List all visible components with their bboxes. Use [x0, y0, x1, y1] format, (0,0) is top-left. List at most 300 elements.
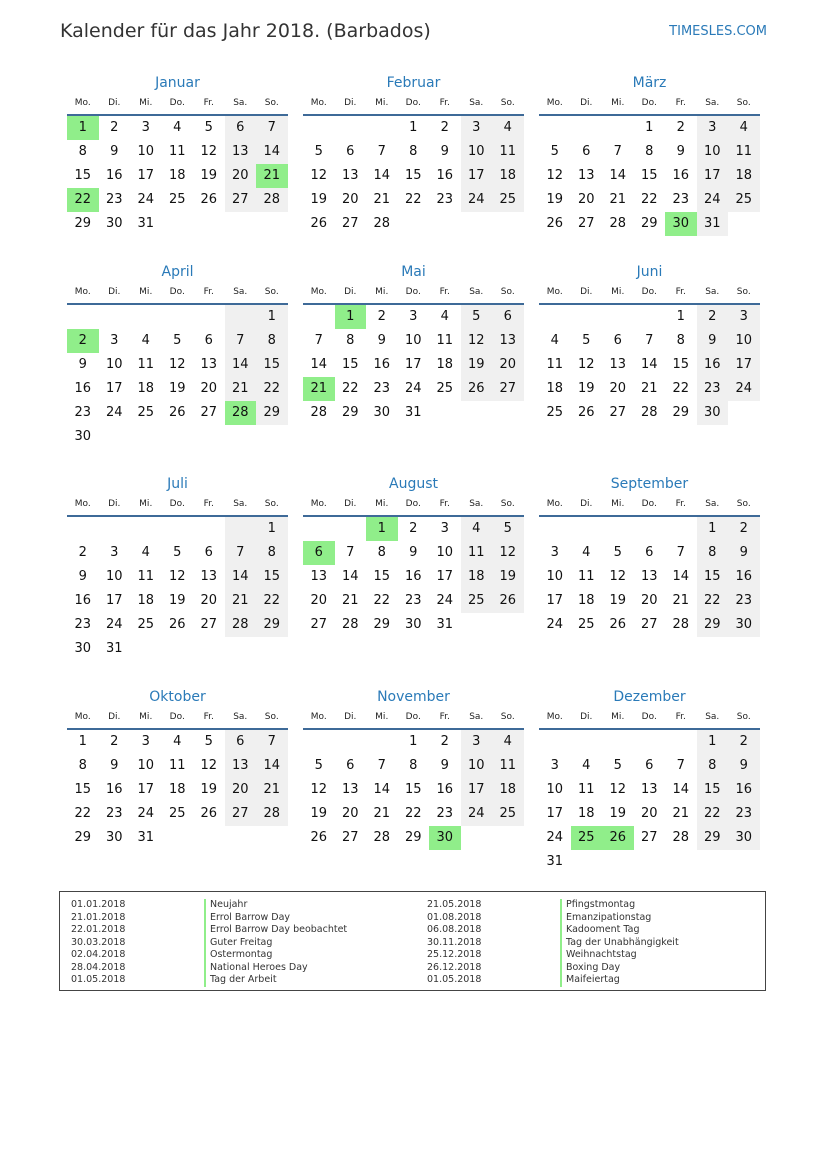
- day-cell: 30: [697, 401, 729, 425]
- week-row: [539, 377, 760, 401]
- day-cell: 19: [200, 168, 218, 183]
- week-row: [303, 377, 524, 401]
- day-cell: 8: [78, 758, 87, 773]
- day-cell: 5: [173, 333, 182, 348]
- day-cell: 7: [346, 545, 355, 560]
- day-cell: 30: [665, 212, 697, 236]
- day-cell: 5: [204, 120, 213, 135]
- day-cell: 15: [74, 168, 92, 183]
- day-cell: 10: [105, 569, 123, 584]
- weekday-label: Mi.: [139, 287, 153, 297]
- day-cell: 9: [728, 541, 760, 565]
- day-cell: 10: [546, 782, 564, 797]
- weekday-label: Sa.: [469, 712, 484, 722]
- day-cell: 22: [697, 589, 729, 613]
- day-cell: 29: [256, 613, 288, 637]
- day-cell: 25: [571, 826, 603, 850]
- empty-cell: [461, 212, 493, 236]
- day-cell: 6: [492, 305, 524, 329]
- weekday-label: Mo.: [310, 499, 327, 509]
- week-row: [67, 826, 288, 850]
- day-cell: 3: [461, 730, 493, 754]
- day-cell: 22: [697, 802, 729, 826]
- day-cell: 4: [492, 116, 524, 140]
- weekday-label: Mo.: [74, 712, 91, 722]
- day-cell: 9: [440, 144, 449, 159]
- day-cell: 15: [697, 778, 729, 802]
- week-row: [303, 305, 524, 329]
- day-cell: 30: [105, 830, 123, 845]
- holiday-date: 28.04.2018: [71, 961, 126, 973]
- day-cell: 3: [141, 734, 150, 749]
- weekday-label: So.: [736, 499, 751, 509]
- day-cell: 17: [697, 164, 729, 188]
- day-cell: 23: [728, 802, 760, 826]
- empty-cell: [130, 305, 162, 329]
- day-cell: 23: [436, 806, 454, 821]
- day-cell: 26: [310, 216, 328, 231]
- day-cell: 2: [697, 305, 729, 329]
- day-cell: 13: [640, 782, 658, 797]
- day-cell: 5: [550, 144, 559, 159]
- day-cell: 15: [373, 569, 391, 584]
- day-cell: 6: [225, 116, 257, 140]
- day-cell: 12: [200, 144, 218, 159]
- month-7: [67, 473, 288, 661]
- day-cell: 14: [373, 782, 391, 797]
- empty-cell: [602, 730, 634, 754]
- day-cell: 6: [645, 545, 654, 560]
- day-cell: 7: [676, 545, 685, 560]
- day-cell: 21: [303, 377, 335, 401]
- week-row: [67, 730, 288, 754]
- day-cell: 5: [314, 144, 323, 159]
- day-cell: 14: [256, 140, 288, 164]
- weekday-label: Mo.: [74, 499, 91, 509]
- day-cell: 19: [310, 192, 328, 207]
- week-row: [67, 589, 288, 613]
- day-cell: 15: [697, 565, 729, 589]
- day-cell: 16: [74, 593, 92, 608]
- day-cell: 30: [74, 429, 92, 444]
- holiday-date: 21.05.2018: [427, 899, 482, 910]
- weekday-label: Mo.: [74, 98, 91, 108]
- day-cell: 22: [404, 806, 422, 821]
- day-cell: 30: [728, 826, 760, 850]
- day-cell: 15: [341, 357, 359, 372]
- weekday-label: Di.: [344, 98, 357, 108]
- day-cell: 15: [256, 353, 288, 377]
- day-cell: 21: [256, 164, 288, 188]
- week-row: [539, 212, 760, 236]
- day-cell: 11: [492, 754, 524, 778]
- day-cell: 10: [697, 140, 729, 164]
- day-cell: 19: [609, 806, 627, 821]
- day-cell: 7: [256, 116, 288, 140]
- day-cell: 1: [366, 517, 398, 541]
- day-cell: 20: [492, 353, 524, 377]
- day-cell: 21: [256, 778, 288, 802]
- day-cell: 21: [225, 377, 257, 401]
- week-row: [303, 140, 524, 164]
- day-cell: 22: [672, 381, 690, 396]
- day-cell: 28: [256, 802, 288, 826]
- day-cell: 26: [602, 826, 634, 850]
- month-6: [539, 261, 760, 425]
- holiday-date: 06.08.2018: [427, 924, 482, 935]
- week-row: [539, 541, 760, 565]
- weekday-label: Do.: [405, 499, 421, 509]
- day-cell: 19: [200, 782, 218, 797]
- day-cell: 18: [728, 164, 760, 188]
- empty-cell: [335, 517, 367, 541]
- day-cell: 17: [105, 381, 123, 396]
- week-row: [303, 589, 524, 613]
- day-cell: 27: [310, 617, 328, 632]
- day-cell: 20: [225, 164, 257, 188]
- empty-cell: [130, 425, 162, 449]
- weekday-label: Fr.: [675, 499, 686, 509]
- empty-cell: [130, 637, 162, 661]
- week-row: [539, 589, 760, 613]
- brand-link[interactable]: TIMESLES.COM: [669, 24, 767, 39]
- day-cell: 1: [335, 305, 367, 329]
- week-row: [303, 164, 524, 188]
- empty-cell: [461, 826, 493, 850]
- week-row: [67, 329, 288, 353]
- day-cell: 14: [341, 569, 359, 584]
- month-1: [67, 72, 288, 236]
- month-name: April: [161, 264, 194, 280]
- weekday-label: Do.: [169, 287, 185, 297]
- day-cell: 10: [461, 140, 493, 164]
- day-cell: 25: [577, 617, 595, 632]
- day-cell: 5: [204, 734, 213, 749]
- day-cell: 26: [546, 216, 564, 231]
- day-cell: 13: [200, 569, 218, 584]
- day-cell: 22: [67, 188, 99, 212]
- empty-cell: [602, 850, 634, 874]
- weekday-label: Fr.: [675, 287, 686, 297]
- month-name: März: [632, 75, 667, 91]
- day-cell: 21: [609, 192, 627, 207]
- holiday-date: 01.05.2018: [427, 974, 482, 985]
- day-cell: 25: [436, 381, 454, 396]
- month-4: [67, 261, 288, 449]
- day-cell: 1: [256, 517, 288, 541]
- day-cell: 27: [200, 405, 218, 420]
- day-cell: 14: [672, 569, 690, 584]
- week-row: [303, 541, 524, 565]
- weekday-label: Mi.: [375, 712, 389, 722]
- holiday-date: 30.03.2018: [71, 936, 126, 948]
- empty-cell: [398, 212, 430, 236]
- day-cell: 18: [546, 381, 564, 396]
- day-cell: 19: [168, 593, 186, 608]
- day-cell: 3: [728, 305, 760, 329]
- empty-cell: [225, 637, 257, 661]
- empty-cell: [571, 517, 603, 541]
- day-cell: 24: [461, 802, 493, 826]
- weekday-label: So.: [264, 98, 279, 108]
- weekday-label: Mo.: [310, 98, 327, 108]
- day-cell: 9: [409, 545, 418, 560]
- empty-cell: [225, 517, 257, 541]
- day-cell: 26: [577, 405, 595, 420]
- weekday-label: Mi.: [139, 499, 153, 509]
- weekday-label: So.: [264, 712, 279, 722]
- holiday-name: Pfingstmontag: [560, 899, 635, 912]
- weekday-label: Mi.: [611, 98, 625, 108]
- day-cell: 16: [105, 168, 123, 183]
- day-cell: 6: [204, 545, 213, 560]
- day-cell: 19: [310, 806, 328, 821]
- day-cell: 12: [310, 782, 328, 797]
- empty-cell: [193, 637, 225, 661]
- holiday-name: Ostermontag: [204, 949, 272, 962]
- day-cell: 19: [577, 381, 595, 396]
- empty-cell: [539, 305, 571, 329]
- day-cell: 26: [168, 405, 186, 420]
- day-cell: 22: [341, 381, 359, 396]
- holiday-name: Tag der Arbeit: [204, 974, 277, 987]
- weekday-label: Di.: [108, 287, 121, 297]
- day-cell: 14: [256, 754, 288, 778]
- weekday-label: So.: [736, 98, 751, 108]
- day-cell: 13: [200, 357, 218, 372]
- holiday-name: Weihnachtstag: [560, 949, 637, 962]
- day-cell: 20: [640, 593, 658, 608]
- month-name: Januar: [155, 75, 200, 91]
- day-cell: 18: [492, 778, 524, 802]
- day-cell: 14: [225, 353, 257, 377]
- day-cell: 31: [137, 830, 155, 845]
- empty-cell: [539, 517, 571, 541]
- day-cell: 28: [256, 188, 288, 212]
- day-cell: 2: [728, 730, 760, 754]
- day-cell: 19: [546, 192, 564, 207]
- holiday-name: Emanzipationstag: [560, 912, 651, 925]
- day-cell: 17: [137, 168, 155, 183]
- day-cell: 22: [373, 593, 391, 608]
- week-row: [539, 826, 760, 850]
- day-cell: 25: [728, 188, 760, 212]
- weekday-header: [67, 94, 288, 116]
- day-cell: 21: [672, 593, 690, 608]
- day-cell: 3: [409, 309, 418, 324]
- day-cell: 30: [429, 826, 461, 850]
- day-cell: 2: [377, 309, 386, 324]
- day-cell: 29: [672, 405, 690, 420]
- day-cell: 17: [137, 782, 155, 797]
- weekday-label: Sa.: [705, 287, 720, 297]
- empty-cell: [461, 613, 493, 637]
- week-row: [303, 730, 524, 754]
- day-cell: 5: [613, 758, 622, 773]
- day-cell: 27: [640, 617, 658, 632]
- weekday-label: Fr.: [203, 98, 214, 108]
- day-cell: 31: [546, 854, 564, 869]
- week-row: [67, 425, 288, 449]
- day-cell: 13: [310, 569, 328, 584]
- day-cell: 17: [461, 778, 493, 802]
- day-cell: 28: [310, 405, 328, 420]
- day-cell: 4: [461, 517, 493, 541]
- week-row: [67, 353, 288, 377]
- day-cell: 29: [697, 613, 729, 637]
- empty-cell: [728, 401, 760, 425]
- day-cell: 5: [461, 305, 493, 329]
- day-cell: 24: [461, 188, 493, 212]
- day-cell: 24: [105, 617, 123, 632]
- holiday-legend: [59, 891, 766, 991]
- weekday-label: So.: [736, 287, 751, 297]
- day-cell: 22: [74, 806, 92, 821]
- day-cell: 10: [728, 329, 760, 353]
- day-cell: 9: [78, 569, 87, 584]
- day-cell: 23: [373, 381, 391, 396]
- day-cell: 4: [141, 333, 150, 348]
- day-cell: 13: [609, 357, 627, 372]
- day-cell: 30: [373, 405, 391, 420]
- weekday-label: Di.: [344, 499, 357, 509]
- holiday-name: Neujahr: [204, 899, 247, 912]
- empty-cell: [162, 425, 194, 449]
- day-cell: 24: [137, 192, 155, 207]
- day-cell: 26: [200, 806, 218, 821]
- day-cell: 2: [409, 521, 418, 536]
- day-cell: 27: [640, 830, 658, 845]
- empty-cell: [492, 826, 524, 850]
- day-cell: 11: [577, 569, 595, 584]
- empty-cell: [728, 212, 760, 236]
- holiday-name: Kadooment Tag: [560, 924, 640, 937]
- day-cell: 23: [436, 192, 454, 207]
- empty-cell: [665, 517, 697, 541]
- empty-cell: [303, 305, 335, 329]
- weekday-label: Mo.: [546, 712, 563, 722]
- day-cell: 17: [546, 593, 564, 608]
- empty-cell: [99, 425, 131, 449]
- weekday-label: Mo.: [546, 499, 563, 509]
- day-cell: 27: [341, 216, 359, 231]
- empty-cell: [256, 637, 288, 661]
- day-cell: 23: [697, 377, 729, 401]
- day-cell: 11: [168, 758, 186, 773]
- empty-cell: [366, 730, 398, 754]
- day-cell: 11: [137, 357, 155, 372]
- empty-cell: [225, 826, 257, 850]
- weekday-label: Sa.: [233, 287, 248, 297]
- week-row: [67, 517, 288, 541]
- day-cell: 3: [550, 758, 559, 773]
- day-cell: 11: [492, 140, 524, 164]
- empty-cell: [225, 425, 257, 449]
- empty-cell: [461, 401, 493, 425]
- day-cell: 20: [310, 593, 328, 608]
- empty-cell: [162, 826, 194, 850]
- week-row: [303, 754, 524, 778]
- day-cell: 23: [74, 617, 92, 632]
- day-cell: 27: [225, 188, 257, 212]
- day-cell: 30: [404, 617, 422, 632]
- holiday-date: 25.12.2018: [427, 949, 482, 960]
- day-cell: 3: [141, 120, 150, 135]
- empty-cell: [256, 212, 288, 236]
- weekday-label: Mi.: [375, 287, 389, 297]
- day-cell: 28: [640, 405, 658, 420]
- day-cell: 21: [373, 192, 391, 207]
- day-cell: 20: [200, 381, 218, 396]
- day-cell: 12: [546, 168, 564, 183]
- day-cell: 25: [492, 188, 524, 212]
- day-cell: 8: [256, 329, 288, 353]
- weekday-label: Di.: [344, 712, 357, 722]
- month-5: [303, 261, 524, 425]
- holiday-date: 22.01.2018: [71, 924, 126, 935]
- holiday-name: Maifeiertag: [560, 974, 620, 987]
- weekday-label: Mi.: [611, 499, 625, 509]
- day-cell: 10: [137, 758, 155, 773]
- page-title: Kalender für das Jahr 2018. (Barbados): [60, 20, 431, 42]
- day-cell: 24: [546, 617, 564, 632]
- day-cell: 16: [728, 778, 760, 802]
- day-cell: 18: [492, 164, 524, 188]
- day-cell: 24: [546, 830, 564, 845]
- empty-cell: [225, 212, 257, 236]
- day-cell: 6: [346, 144, 355, 159]
- weekday-header: [67, 283, 288, 305]
- day-cell: 4: [582, 545, 591, 560]
- month-12: [539, 686, 760, 874]
- week-row: [539, 116, 760, 140]
- empty-cell: [303, 116, 335, 140]
- week-row: [303, 565, 524, 589]
- day-cell: 28: [373, 216, 391, 231]
- day-cell: 5: [582, 333, 591, 348]
- week-row: [67, 116, 288, 140]
- day-cell: 16: [697, 353, 729, 377]
- week-row: [67, 802, 288, 826]
- empty-cell: [492, 212, 524, 236]
- day-cell: 18: [168, 168, 186, 183]
- week-row: [539, 305, 760, 329]
- day-cell: 9: [440, 758, 449, 773]
- week-row: [67, 565, 288, 589]
- day-cell: 3: [110, 333, 119, 348]
- day-cell: 9: [377, 333, 386, 348]
- day-cell: 7: [314, 333, 323, 348]
- weekday-label: Di.: [344, 287, 357, 297]
- day-cell: 3: [697, 116, 729, 140]
- holiday-name: Errol Barrow Day: [204, 912, 290, 925]
- week-row: [67, 212, 288, 236]
- empty-cell: [130, 517, 162, 541]
- day-cell: 12: [168, 569, 186, 584]
- empty-cell: [634, 850, 666, 874]
- day-cell: 16: [404, 569, 422, 584]
- day-cell: 29: [74, 216, 92, 231]
- month-name: Mai: [401, 264, 426, 280]
- weekday-label: Do.: [405, 287, 421, 297]
- month-name: Oktober: [149, 689, 206, 705]
- empty-cell: [193, 517, 225, 541]
- day-cell: 7: [256, 730, 288, 754]
- day-cell: 11: [436, 333, 454, 348]
- weekday-label: Do.: [405, 98, 421, 108]
- week-row: [303, 826, 524, 850]
- empty-cell: [492, 401, 524, 425]
